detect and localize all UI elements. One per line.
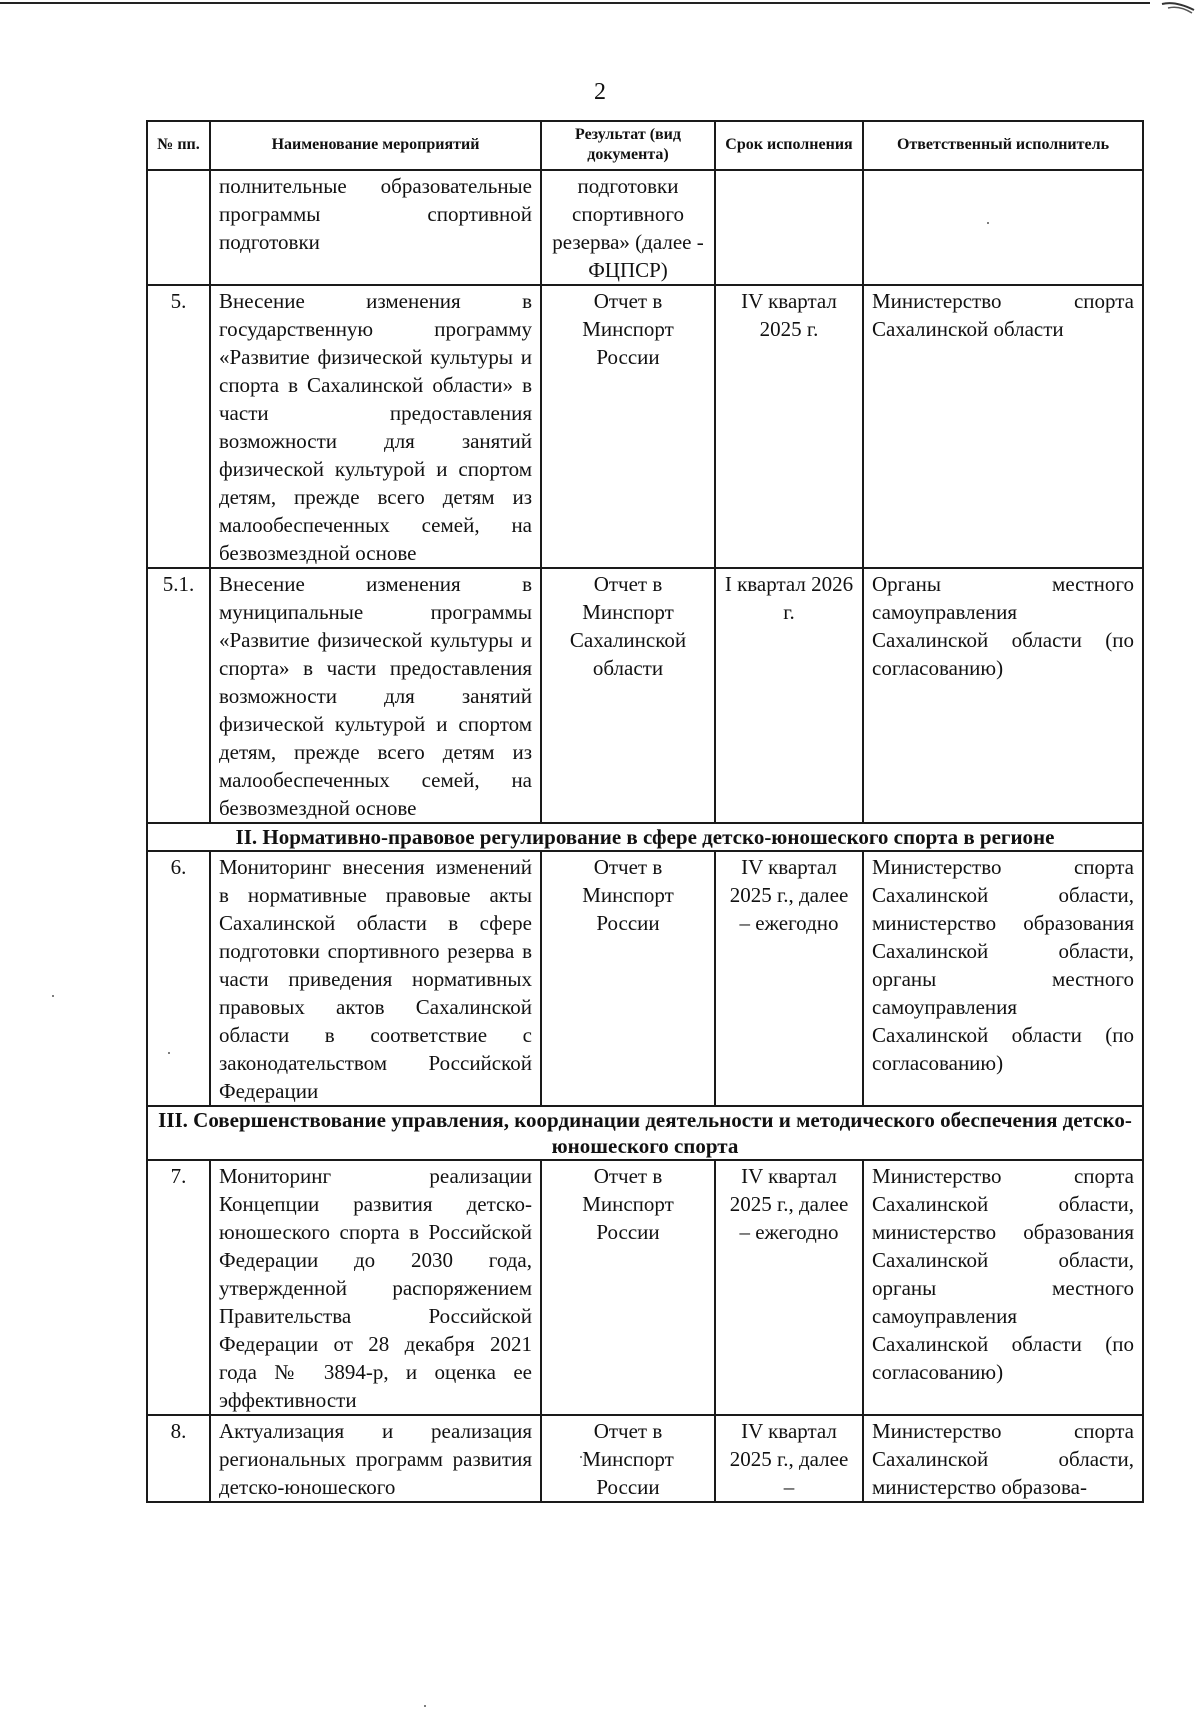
section-header-row: [147, 1106, 1143, 1160]
table-row: [147, 285, 1143, 568]
header-responsible: Ответственный исполнитель: [863, 121, 1143, 170]
cell-name: Актуализация и реализация региональных программ развития детско-юношеского: [210, 1415, 541, 1502]
cell-result: Отчет в Минспорт России: [541, 285, 715, 568]
section-title: II. Нормативно-правовое регулирование в сфере детско-юношеского спорта в регионе: [147, 823, 1143, 851]
cell-num: 5.1.: [147, 568, 210, 823]
header-name: Наименование мероприятий: [210, 121, 541, 170]
table-body: [147, 170, 1143, 1502]
cell-responsible: [863, 170, 1143, 285]
cell-term: IV квартал 2025 г., далее – ежегодно: [715, 1160, 863, 1415]
scan-speck: [580, 1456, 582, 1458]
cell-result: Отчет в Минспорт России: [541, 1415, 715, 1502]
cell-num: 6.: [147, 851, 210, 1106]
cell-responsible: Министерство спорта Сахалинской области: [863, 285, 1143, 568]
cell-term: IV квартал 2025 г., далее – ежегодно: [715, 851, 863, 1106]
header-result: Результат (вид документа): [541, 121, 715, 170]
cell-name: Внесение изменения в государственную программу «Развитие физической культуры и спорта в Сахалинской области» в части предоставления возможности для занятий физической культурой и спортом детям, прежде всего детям из малообеспеченных семей, на безвозмездной основе: [210, 285, 541, 568]
table-header-row: [147, 121, 1143, 170]
scan-speck: [52, 995, 54, 997]
cell-name: Мониторинг внесения изменений в нормативные правовые акты Сахалинской области в сфере подготовки спортивного резерва в части приведения нормативных правовых актов Сахалинской области в соответствие с законодательством Российской Федерации: [210, 851, 541, 1106]
cell-responsible: Министерство спорта Сахалинской области, министерство образования Сахалинской области, органы местного самоуправления Сахалинской области (по согласованию): [863, 851, 1143, 1106]
cell-term: IV квартал 2025 г., далее –: [715, 1415, 863, 1502]
cell-name: Внесение изменения в муниципальные программы «Развитие физической культуры и спорта» в части предоставления возможности для занятий физической культурой и спортом детям, прежде всего детям из малообеспеченных семей, на безвозмездной основе: [210, 568, 541, 823]
cell-result: Отчет в Минспорт Сахалинской области: [541, 568, 715, 823]
cell-num: [147, 170, 210, 285]
header-num: № пп.: [147, 121, 210, 170]
cell-term: [715, 170, 863, 285]
scan-speck: [987, 222, 989, 224]
section-title: III. Совершенствование управления, координации деятельности и методического обеспечения детско-юношеского спорта: [147, 1106, 1143, 1160]
cell-name: полнительные образовательные программы спортивной подготовки: [210, 170, 541, 285]
cell-name: Мониторинг реализации Концепции развития детско-юношеского спорта в Российской Федерации до 2030 года, утвержденной распоряжением Правительства Российской Федерации от 28 декабря 2021 года № 3894-р, и оценка ее эффективности: [210, 1160, 541, 1415]
table-row: [147, 170, 1143, 285]
cell-term: IV квартал 2025 г.: [715, 285, 863, 568]
scan-top-edge-line: [0, 2, 1150, 4]
table-row: [147, 851, 1143, 1106]
page-number: 2: [594, 79, 606, 105]
cell-num: 7.: [147, 1160, 210, 1415]
cell-num: 5.: [147, 285, 210, 568]
scan-corner-mark: [1160, 0, 1196, 14]
table-row: [147, 1415, 1143, 1502]
scan-speck: [424, 1705, 426, 1707]
cell-term: I квартал 2026 г.: [715, 568, 863, 823]
cell-num: 8.: [147, 1415, 210, 1502]
cell-result: Отчет в Минспорт России: [541, 1160, 715, 1415]
cell-result: Отчет в Минспорт России: [541, 851, 715, 1106]
cell-result: подготовки спортивного резерва» (далее - ФЦПСР): [541, 170, 715, 285]
table-row: [147, 1160, 1143, 1415]
section-header-row: [147, 823, 1143, 851]
header-term: Срок исполнения: [715, 121, 863, 170]
scan-speck: [168, 1052, 170, 1054]
cell-responsible: Министерство спорта Сахалинской области, министерство образования Сахалинской области, органы местного самоуправления Сахалинской области (по согласованию): [863, 1160, 1143, 1415]
plan-table: [146, 120, 1144, 1503]
cell-responsible: Органы местного самоуправления Сахалинской области (по согласованию): [863, 568, 1143, 823]
table-row: [147, 568, 1143, 823]
cell-responsible: Министерство спорта Сахалинской области, министерство образова-: [863, 1415, 1143, 1502]
